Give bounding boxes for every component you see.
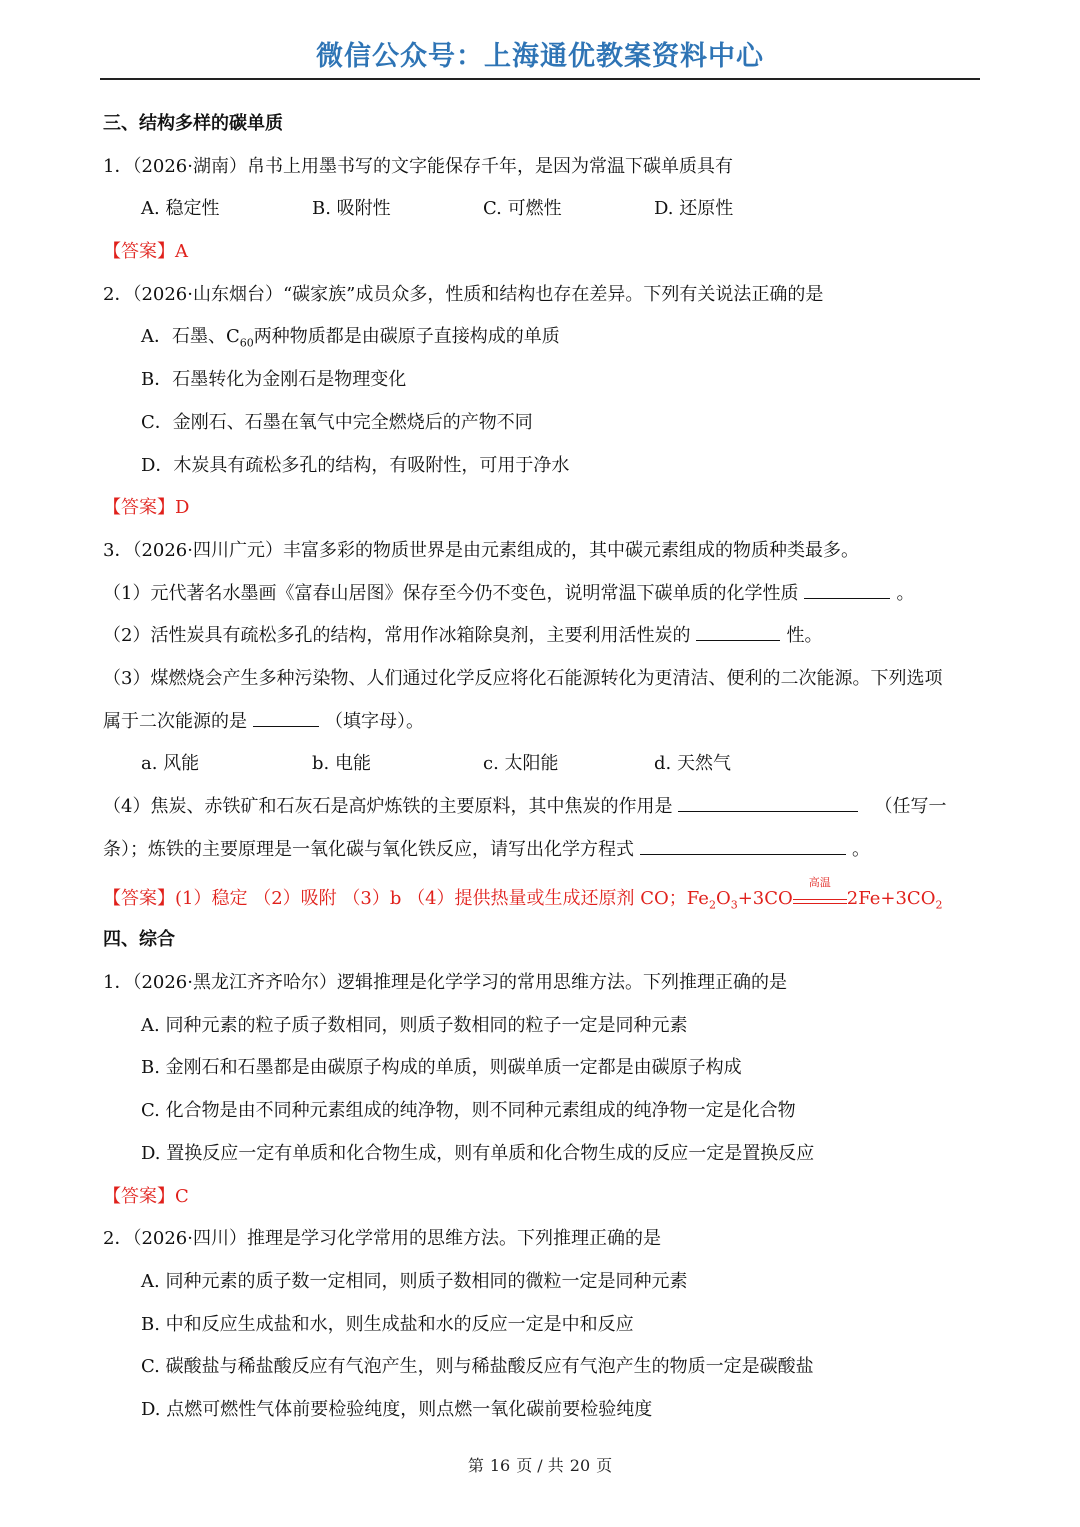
sub-question-3-cont: 属于二次能源的是 （填字母）。 — [103, 701, 983, 744]
option-d: D. 点燃可燃性气体前要检验纯度，则点燃一氧化碳前要检验纯度 — [141, 1398, 653, 1420]
sub-question-3-options — [103, 743, 983, 786]
answer-blank[interactable] — [640, 834, 846, 855]
option-b: B. 吸附性 — [312, 198, 391, 220]
question-stem: 1．（2026·黑龙江齐齐哈尔）逻辑推理是化学学习的常用思维方法。下列推理正确的是 — [103, 972, 787, 994]
answer: 【答案】A — [103, 241, 188, 263]
page-total: 20 — [569, 1456, 591, 1475]
question-stem: 2．（2026·山东烟台）“碳家族”成员众多，性质和结构也存在差异。下列有关说法正确的是 — [103, 283, 824, 305]
equals-sign — [793, 899, 847, 904]
sub-question-4-cont: 条）；炼铁的主要原理是一氧化碳与氧化铁反应，请写出化学方程式 。 — [103, 829, 983, 872]
option-b: B. 中和反应生成盐和水，则生成盐和水的反应一定是中和反应 — [141, 1313, 634, 1335]
answer: 【答案】(1）稳定 （2）吸附 （3）b （4）提供热量或生成还原剂 CO；$Fe_2O_3+3CO$ 高温 $2Fe+3CO_2$ — [103, 876, 943, 912]
page-number: 16 — [489, 1456, 511, 1475]
option-c: C. 碳酸盐与稀盐酸反应有气泡产生，则与稀盐酸反应有气泡产生的物质一定是碳酸盐 — [141, 1356, 814, 1378]
question-stem: 1．（2026·湖南）帛书上用墨书写的文字能保存千年，是因为常温下碳单质具有 — [103, 155, 733, 177]
option-a: A. 同种元素的粒子质子数相同，则质子数相同的粒子一定是同种元素 — [141, 1014, 688, 1036]
option-d: D. 置换反应一定有单质和化合物生成，则有单质和化合物生成的反应一定是置换反应 — [141, 1142, 815, 1164]
option-d: d. 天然气 — [654, 753, 731, 775]
option-b: b. 电能 — [312, 753, 371, 775]
sub-question-2: （2）活性炭具有疏松多孔的结构，常用作冰箱除臭剂，主要利用活性炭的 性。 — [103, 615, 983, 658]
page-header — [100, 38, 980, 80]
sub-question-1: （1）元代著名水墨画《富春山居图》保存至今仍不变色，说明常温下碳单质的化学性质 。 — [103, 573, 983, 616]
option-d: D. 还原性 — [654, 198, 734, 220]
header-title: 微信公众号：上海通优教案资料中心 — [316, 41, 764, 72]
section-title: 四、综合 — [103, 929, 175, 951]
answer: 【答案】C — [103, 1185, 189, 1207]
option-c: C. 化合物是由不同种元素组成的纯净物，则不同种元素组成的纯净物一定是化合物 — [141, 1100, 796, 1122]
section-title: 三、结构多样的碳单质 — [103, 113, 283, 134]
document-body — [103, 103, 983, 1432]
option-a: A. 稳定性 — [141, 198, 220, 220]
question-stem: 3．（2026·四川广元）丰富多彩的物质世界是由元素组成的，其中碳元素组成的物质种类最多。 — [103, 539, 859, 561]
option-d: D．木炭具有疏松多孔的结构，有吸附性，可用于净水 — [141, 454, 570, 476]
page-footer: 第 16 页 / 共 20 页 — [467, 1456, 613, 1475]
sub-question-3: （3）煤燃烧会产生多种污染物、人们通过化学反应将化石能源转化为更清洁、便利的二次能源。下列选项 — [103, 667, 943, 689]
sub-question-4: （4）焦炭、赤铁矿和石灰石是高炉炼铁的主要原料，其中焦炭的作用是 （任写一 — [103, 786, 983, 829]
answer-blank[interactable] — [678, 791, 858, 812]
option-c: C．金刚石、石墨在氧气中完全燃烧后的产物不同 — [141, 411, 533, 433]
answer-blank[interactable] — [696, 620, 780, 641]
option-a: a. 风能 — [141, 753, 200, 775]
question-stem: 2．（2026·四川）推理是学习化学常用的思维方法。下列推理正确的是 — [103, 1228, 661, 1250]
option-b: B. 金刚石和石墨都是由碳原子构成的单质，则碳单质一定都是由碳原子构成 — [141, 1057, 742, 1079]
answer: 【答案】D — [103, 497, 190, 519]
answer-blank[interactable] — [253, 706, 319, 727]
question-options — [103, 188, 983, 231]
option-c: c. 太阳能 — [483, 753, 559, 775]
reaction-condition: 高温 — [793, 891, 847, 904]
option-a: A. 同种元素的质子数一定相同，则质子数相同的微粒一定是同种元素 — [141, 1270, 688, 1292]
option-a: A．石墨、$C_{60}$两种物质都是由碳原子直接构成的单质 — [141, 326, 560, 351]
option-b: B．石墨转化为金刚石是物理变化 — [141, 369, 407, 391]
option-c: C. 可燃性 — [483, 198, 562, 220]
answer-blank[interactable] — [804, 578, 890, 599]
